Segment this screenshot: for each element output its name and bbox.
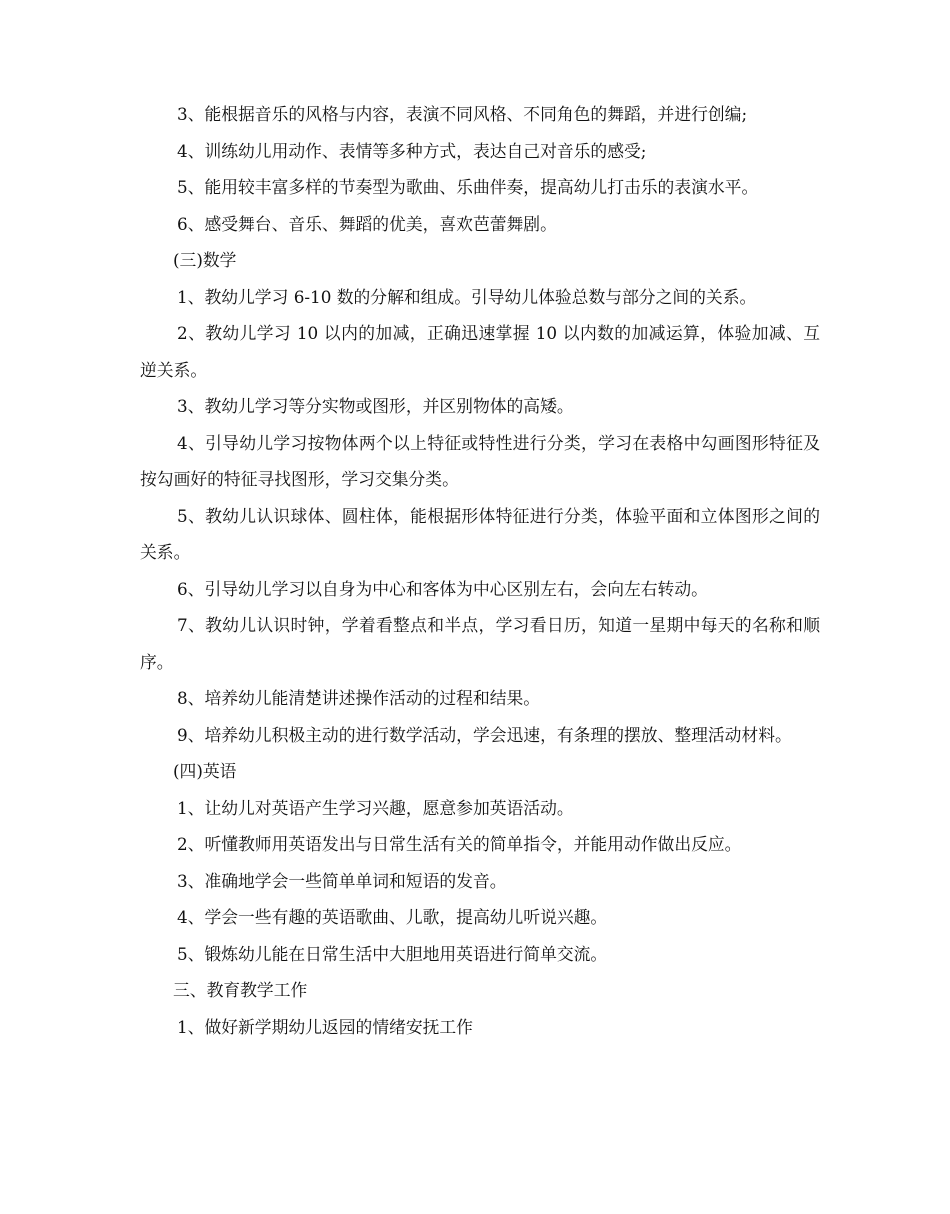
paragraph-english-1: 1、让幼儿对英语产生学习兴趣，愿意参加英语活动。 [177, 797, 574, 818]
paragraph-music-5: 5、能用较丰富多样的节奏型为歌曲、乐曲伴奏，提高幼儿打击乐的表演水平。 [177, 177, 759, 197]
paragraph-math-5: 5、教幼儿认识球体、圆柱体，能根据形体特征进行分类，体验平面和立体图形之间的关系。 [140, 505, 820, 562]
paragraph-math-9: 9、培养幼儿积极主动的进行数学活动，学会迅速，有条理的摆放、整理活动材料。 [177, 724, 792, 745]
paragraph-math-1: 1、教幼儿学习 6-10 数的分解和组成。引导幼儿体验总数与部分之间的关系。 [177, 286, 757, 307]
document-body [140, 96, 820, 1045]
paragraph-teaching-1: 1、做好新学期幼儿返园的情绪安抚工作 [177, 1016, 473, 1037]
paragraph-english-4: 4、学会一些有趣的英语歌曲、儿歌，提高幼儿听说兴趣。 [177, 907, 608, 927]
section-heading-math: (三)数学 [173, 250, 237, 270]
section-heading-english: (四)英语 [173, 761, 237, 781]
paragraph-math-8: 8、培养幼儿能清楚讲述操作活动的过程和结果。 [177, 688, 541, 708]
paragraph-music-4: 4、训练幼儿用动作、表情等多种方式，表达自己对音乐的感受; [177, 140, 647, 161]
paragraph-math-6: 6、引导幼儿学习以自身为中心和客体为中心区别左右，会向左右转动。 [177, 578, 708, 599]
paragraph-english-5: 5、锻炼幼儿能在日常生活中大胆地用英语进行简单交流。 [177, 943, 608, 964]
paragraph-english-3: 3、准确地学会一些简单单词和短语的发音。 [177, 870, 507, 891]
paragraph-music-6: 6、感受舞台、音乐、舞蹈的优美，喜欢芭蕾舞剧。 [177, 213, 557, 234]
paragraph-math-3: 3、教幼儿学习等分实物或图形，并区别物体的高矮。 [177, 396, 574, 416]
paragraph-math-7: 7、教幼儿认识时钟，学着看整点和半点，学习看日历，知道一星期中每天的名称和顺序。 [140, 615, 820, 672]
paragraph-music-3: 3、能根据音乐的风格与内容，表演不同风格、不同角色的舞蹈，并进行创编; [177, 104, 748, 124]
paragraph-english-2: 2、听懂教师用英语发出与日常生活有关的简单指令，并能用动作做出反应。 [177, 834, 742, 854]
section-heading-teaching-work: 三、教育教学工作 [173, 980, 308, 1000]
paragraph-math-4: 4、引导幼儿学习按物体两个以上特征或特性进行分类，学习在表格中勾画图形特征及按勾画好的特征寻找图形，学习交集分类。 [140, 432, 820, 489]
paragraph-math-2: 2、教幼儿学习 10 以内的加减，正确迅速掌握 10 以内数的加减运算，体验加减、互逆关系。 [140, 323, 820, 380]
